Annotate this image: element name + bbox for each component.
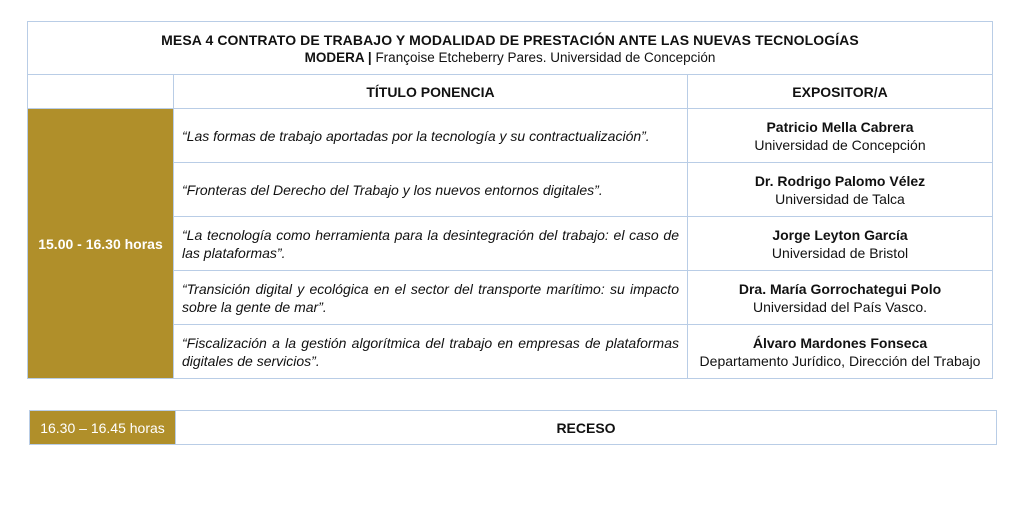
- session-title: MESA 4 CONTRATO DE TRABAJO Y MODALIDAD DE PRESTACIÓN ANTE LAS NUEVAS TECNOLOGÍAS: [161, 31, 859, 48]
- schedule-table: [27, 21, 993, 379]
- talk-title: “La tecnología como herramienta para la desintegración del trabajo: el caso de las plataformas”.: [174, 217, 688, 271]
- speaker-affiliation: Universidad de Talca: [775, 190, 905, 207]
- speaker-affiliation: Universidad de Bristol: [771, 244, 909, 261]
- talk-title: “Fiscalización a la gestión algorítmica del trabajo en empresas de plataformas digitales de servicios”.: [174, 325, 688, 379]
- speaker-name: Dr. Rodrigo Palomo Vélez: [754, 172, 926, 189]
- speaker-name: Jorge Leyton García: [772, 226, 908, 243]
- column-header-speaker: EXPOSITOR/A: [688, 75, 993, 109]
- session-header: [28, 22, 993, 75]
- column-header-blank: [28, 75, 174, 109]
- column-header-title: TÍTULO PONENCIA: [174, 75, 688, 109]
- speaker-name: Patricio Mella Cabrera: [766, 118, 914, 135]
- talk-title: “Fronteras del Derecho del Trabajo y los nuevos entornos digitales”.: [174, 163, 688, 217]
- moderator-label: MODERA |: [304, 49, 372, 65]
- speaker-cell: [688, 163, 993, 217]
- talk-title: “Transición digital y ecológica en el sector del transporte marítimo: su impacto sobre la gente de mar”.: [174, 271, 688, 325]
- speaker-name: Dra. María Gorrochategui Polo: [738, 280, 942, 297]
- time-slot: 15.00 - 16.30 horas: [28, 109, 174, 379]
- speaker-cell: [688, 325, 993, 379]
- recess-time: 16.30 – 16.45 horas: [30, 411, 176, 445]
- session-header-row: [28, 22, 993, 75]
- recess-table: [29, 410, 997, 445]
- speaker-name: Álvaro Mardones Fonseca: [752, 334, 928, 351]
- talk-title: “Las formas de trabajo aportadas por la tecnología y su contractualización”.: [174, 109, 688, 163]
- speaker-cell: [688, 217, 993, 271]
- recess-row: [30, 411, 997, 445]
- speaker-affiliation: Universidad del País Vasco.: [752, 298, 928, 315]
- moderator-name: Françoise Etcheberry Pares. Universidad de Concepción: [375, 49, 716, 65]
- moderator-line: [28, 49, 992, 66]
- column-header-row: [28, 75, 993, 109]
- table-row: [28, 109, 993, 163]
- recess-label: RECESO: [176, 411, 997, 445]
- speaker-cell: [688, 109, 993, 163]
- speaker-affiliation: Departamento Jurídico, Dirección del Trabajo: [699, 352, 981, 369]
- speaker-affiliation: Universidad de Concepción: [754, 136, 926, 153]
- speaker-cell: [688, 271, 993, 325]
